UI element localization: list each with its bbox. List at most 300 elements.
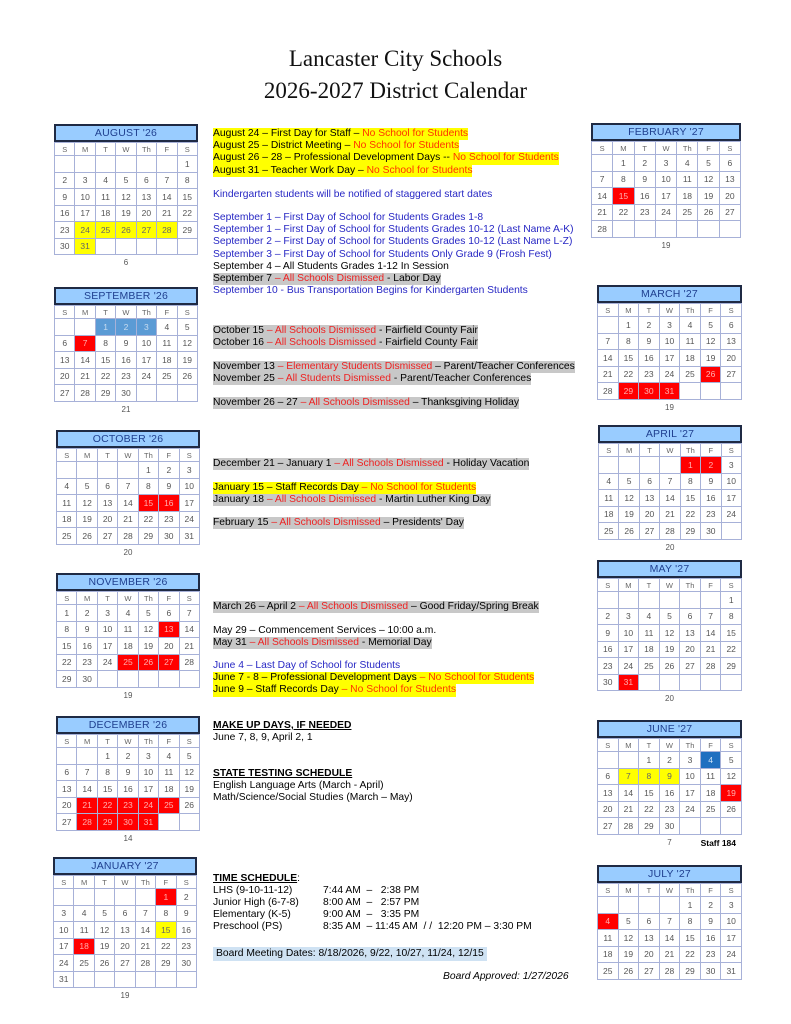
calendar-empty-cell (77, 748, 97, 765)
calendar-day: 14 (592, 188, 613, 205)
calendar-week-row (57, 814, 200, 831)
calendar-day: 13 (97, 495, 117, 512)
calendar-day: 21 (592, 204, 613, 221)
calendar-month-title: JANUARY '27 (53, 857, 197, 875)
calendar-day: 7 (179, 605, 199, 622)
calendar-empty-cell (74, 889, 94, 906)
calendar-day: 4 (700, 752, 721, 769)
calendar-day: 1 (138, 462, 158, 479)
calendar-week-row (55, 189, 198, 206)
calendar-day: 23 (700, 946, 721, 963)
calendar-day: 9 (701, 473, 721, 490)
calendar-day: 31 (721, 963, 742, 980)
calendar-empty-cell (75, 319, 95, 336)
calendar-day: 8 (156, 905, 176, 922)
calendar-week-row (55, 205, 198, 222)
weekday-label: Th (136, 143, 156, 156)
calendar-day: 14 (618, 785, 639, 802)
weekday-label: S (719, 142, 740, 155)
calendar-day: 6 (55, 335, 75, 352)
weekday-label: W (659, 579, 680, 592)
calendar-day: 21 (179, 638, 199, 655)
calendar-day: 15 (177, 189, 197, 206)
calendar-month-title: DECEMBER '26 (56, 716, 200, 734)
calendar-day: 11 (639, 625, 660, 642)
calendar-day: 19 (177, 352, 197, 369)
calendar-empty-cell (135, 889, 155, 906)
calendar-day: 15 (97, 781, 117, 798)
weekday-label: S (599, 444, 619, 457)
weekday-label: S (179, 735, 199, 748)
calendar-day: 10 (75, 189, 95, 206)
calendar-day: 16 (176, 922, 196, 939)
calendar-empty-cell (57, 462, 77, 479)
calendar-empty-cell (619, 457, 639, 474)
calendar-day: 19 (138, 638, 158, 655)
calendar-day: 10 (54, 922, 74, 939)
calendar-empty-cell (177, 238, 197, 255)
calendar-week-row (598, 752, 742, 769)
weekday-label: Th (680, 884, 701, 897)
calendar-day: 5 (116, 172, 136, 189)
calendar-empty-cell (157, 385, 177, 402)
calendar-day: 27 (159, 654, 179, 671)
calendar-week-row (599, 523, 742, 540)
calendar-day: 30 (701, 523, 721, 540)
calendar-day: 26 (721, 801, 742, 818)
calendar-day: 14 (598, 350, 619, 367)
calendar-day: 16 (639, 350, 660, 367)
calendar-day: 4 (680, 317, 701, 334)
weekday-label: M (75, 143, 95, 156)
calendar-day: 13 (719, 171, 740, 188)
calendar-day: 15 (680, 930, 701, 947)
calendar-empty-cell (55, 319, 75, 336)
calendar-week-row (599, 473, 742, 490)
calendar-day: 14 (77, 781, 97, 798)
calendar-week-row (55, 156, 198, 173)
calendar-day: 26 (659, 658, 680, 675)
calendar-empty-cell (115, 971, 135, 988)
note-sep-3: September 3 – First Day of School for Students Only Grade 9 (Frosh Fest) (213, 248, 552, 260)
weekday-label: S (179, 592, 199, 605)
calendar-day: 22 (680, 946, 701, 963)
calendar-week-row (592, 204, 741, 221)
calendar-day: 22 (177, 205, 197, 222)
calendar-day: 2 (700, 897, 721, 914)
calendar-week-row (54, 955, 197, 972)
calendar-empty-cell (698, 221, 719, 238)
calendar-day: 29 (680, 523, 700, 540)
weekday-label: F (700, 739, 721, 752)
calendar-empty-cell (721, 674, 742, 691)
calendar-day: 20 (115, 938, 135, 955)
calendar-week-row (57, 654, 200, 671)
calendar-day: 28 (77, 814, 97, 831)
calendar-day: 19 (94, 938, 114, 955)
calendar-week-row (57, 797, 200, 814)
calendar-day: 1 (618, 317, 639, 334)
calendar-day: 2 (55, 172, 75, 189)
calendar-empty-cell (618, 592, 639, 609)
calendar-day: 18 (74, 938, 94, 955)
calendar-day: 4 (157, 319, 177, 336)
calendar-day: 29 (138, 528, 158, 545)
calendar-week-row (599, 506, 742, 523)
state-testing-math: Math/Science/Social Studies (March – May) (213, 792, 413, 804)
notes-thanksgiving (213, 397, 519, 409)
calendar-week-row (598, 897, 742, 914)
calendar-day: 3 (54, 905, 74, 922)
calendar-week-row (55, 319, 198, 336)
calendar-day: 15 (95, 352, 115, 369)
school-days-count: 21 (121, 404, 131, 414)
calendar-week-row (57, 638, 200, 655)
calendar-day: 12 (618, 930, 639, 947)
calendar-month-title: APRIL '27 (598, 425, 742, 443)
calendar-day: 7 (118, 478, 138, 495)
weekday-label: W (118, 735, 138, 748)
calendar-empty-cell (618, 752, 639, 769)
calendar-day: 22 (57, 654, 77, 671)
note-oct-15: October 15 – All Schools Dismissed - Fairfield County Fair (213, 325, 478, 336)
calendar-day: 16 (118, 781, 138, 798)
calendar-day: 10 (680, 768, 701, 785)
weekday-label: T (639, 739, 660, 752)
calendar-day: 3 (655, 155, 676, 172)
calendar-day: 5 (138, 605, 158, 622)
calendar-day: 27 (598, 818, 619, 835)
calendar-week-row (598, 801, 742, 818)
calendar-day: 22 (680, 506, 700, 523)
weekday-label: W (118, 449, 138, 462)
calendar-week-row (57, 605, 200, 622)
calendar-day: 8 (177, 172, 197, 189)
calendar-day: 17 (721, 930, 742, 947)
calendar-day: 13 (136, 189, 156, 206)
calendar-week-row (598, 930, 742, 947)
weekday-label: S (57, 592, 77, 605)
calendar-day: 6 (115, 905, 135, 922)
calendar-day: 24 (179, 511, 199, 528)
calendar-empty-cell (97, 462, 117, 479)
calendar-day: 27 (57, 814, 77, 831)
calendar-day: 11 (700, 768, 721, 785)
calendar-day: 7 (618, 768, 639, 785)
calendar-empty-cell (721, 818, 742, 835)
calendar-day: 31 (179, 528, 199, 545)
board-approved: Board Approved: 1/27/2026 (443, 971, 569, 982)
calendar-day: 13 (680, 625, 701, 642)
calendar-day: 29 (721, 658, 742, 675)
notes-january (213, 482, 491, 506)
school-days-count: 19 (123, 690, 133, 700)
weekday-label: T (94, 876, 114, 889)
notes-october (213, 325, 478, 349)
calendar-empty-cell (659, 897, 680, 914)
calendar-day: 30 (176, 955, 196, 972)
calendar-day: 12 (94, 922, 114, 939)
calendar-day: 18 (680, 350, 701, 367)
note-kindergarten: Kindergarten students will be notified of staggered start dates (213, 189, 493, 200)
calendar-day: 12 (77, 495, 97, 512)
calendar-day: 9 (77, 621, 97, 638)
makeup-days-text: June 7, 8, 9, April 2, 1 (213, 732, 313, 744)
calendar-empty-cell (138, 671, 158, 688)
calendar-day: 11 (159, 764, 179, 781)
calendar-day: 22 (721, 641, 742, 658)
calendar-day: 7 (77, 764, 97, 781)
calendar-day: 18 (95, 205, 115, 222)
calendar-day: 3 (721, 897, 742, 914)
calendar-day: 17 (179, 495, 199, 512)
calendar-empty-cell (75, 156, 95, 173)
calendar-day: 6 (721, 317, 742, 334)
calendar-day: 15 (156, 922, 176, 939)
calendar-day: 13 (57, 781, 77, 798)
calendar-day: 17 (618, 641, 639, 658)
calendar-empty-cell (135, 971, 155, 988)
calendar-day: 2 (116, 319, 136, 336)
calendar-day: 16 (77, 638, 97, 655)
calendar-week-row (54, 971, 197, 988)
calendar-february (591, 123, 741, 250)
calendar-week-row (598, 625, 742, 642)
page-title: Lancaster City Schools (288, 46, 503, 71)
calendar-empty-cell (655, 221, 676, 238)
calendar-day: 21 (700, 641, 721, 658)
calendar-week-row (598, 592, 742, 609)
calendar-week-row (54, 922, 197, 939)
calendar-week-row (598, 317, 742, 334)
calendar-day: 28 (157, 222, 177, 239)
calendar-day: 29 (680, 963, 701, 980)
calendar-day: 3 (680, 752, 701, 769)
calendar-day: 30 (659, 818, 680, 835)
calendar-month-title: SEPTEMBER '26 (54, 287, 198, 305)
calendar-day: 7 (157, 172, 177, 189)
note-jun-4: June 4 – Last Day of School for Students (213, 660, 401, 671)
calendar-day: 7 (592, 171, 613, 188)
makeup-days (213, 720, 351, 744)
calendar-day: 3 (721, 457, 741, 474)
calendar-day: 9 (118, 764, 138, 781)
calendar-day: 6 (598, 768, 619, 785)
weekday-label: F (700, 884, 721, 897)
calendar-day: 24 (618, 658, 639, 675)
calendar-day: 2 (77, 605, 97, 622)
calendar-day: 13 (639, 490, 659, 507)
calendar-week-row (55, 368, 198, 385)
calendar-day: 1 (721, 592, 742, 609)
calendar-day: 11 (599, 490, 619, 507)
calendar-week-row (57, 495, 200, 512)
calendar-day: 29 (97, 814, 117, 831)
calendar-day: 12 (619, 490, 639, 507)
weekday-label: S (176, 876, 196, 889)
calendar-day: 24 (680, 801, 701, 818)
calendar-week-row (57, 528, 200, 545)
calendar-day: 5 (700, 317, 721, 334)
calendar-day: 28 (700, 658, 721, 675)
calendar-day: 20 (598, 801, 619, 818)
calendar-day: 7 (75, 335, 95, 352)
weekday-label: M (75, 306, 95, 319)
note-jun-7-8: June 7 - 8 – Professional Development Days – No School for Students (213, 672, 535, 684)
weekday-label: F (700, 304, 721, 317)
calendar-month-title: JUNE '27 (597, 720, 742, 738)
calendar-day: 24 (136, 368, 156, 385)
calendar-day: 19 (659, 641, 680, 658)
calendar-day: 18 (700, 785, 721, 802)
calendar-day: 9 (598, 625, 619, 642)
calendar-day: 5 (698, 155, 719, 172)
calendar-week-row (57, 671, 200, 688)
calendar-day: 19 (77, 511, 97, 528)
weekday-label: S (177, 306, 197, 319)
calendar-day: 26 (618, 963, 639, 980)
calendar-day: 31 (75, 238, 95, 255)
notes-august (213, 128, 559, 177)
calendar-day: 1 (639, 752, 660, 769)
calendar-march (597, 285, 742, 412)
calendar-week-row (592, 188, 741, 205)
calendar-day: 22 (138, 511, 158, 528)
calendar-week-row (57, 764, 200, 781)
calendar-month-title: JULY '27 (597, 865, 742, 883)
calendar-day: 19 (698, 188, 719, 205)
weekday-label: Th (135, 876, 155, 889)
calendar-empty-cell (599, 457, 619, 474)
note-aug-26-28: August 26 – 28 – Professional Development Days -- No School for Students (213, 152, 559, 164)
calendar-day: 24 (659, 366, 680, 383)
calendar-week-row (599, 457, 742, 474)
calendar-day: 4 (639, 608, 660, 625)
calendar-day: 6 (639, 913, 660, 930)
calendar-empty-cell (680, 383, 701, 400)
calendar-day: 1 (156, 889, 176, 906)
calendar-day: 18 (118, 638, 138, 655)
calendar-empty-cell (659, 592, 680, 609)
calendar-empty-cell (677, 221, 698, 238)
weekday-label: T (95, 143, 115, 156)
calendar-day: 25 (118, 654, 138, 671)
calendar-empty-cell (700, 818, 721, 835)
note-may-29: May 29 – Commencement Services – 10:00 a.m. (213, 625, 437, 636)
weekday-label: T (639, 444, 659, 457)
calendar-day: 24 (721, 946, 742, 963)
weekday-label: M (77, 592, 97, 605)
calendar-week-row (57, 478, 200, 495)
calendar-day: 20 (55, 368, 75, 385)
weekday-label: Th (138, 735, 158, 748)
calendar-day: 27 (115, 955, 135, 972)
weekday-label: M (613, 142, 634, 155)
calendar-may (597, 560, 742, 703)
calendar-day: 5 (721, 752, 742, 769)
calendar-day: 21 (135, 938, 155, 955)
calendar-day: 22 (613, 204, 634, 221)
calendar-day: 24 (138, 797, 158, 814)
state-testing (213, 768, 413, 805)
calendar-day: 30 (55, 238, 75, 255)
calendar-day: 27 (55, 385, 75, 402)
calendar-april (598, 425, 742, 552)
calendar-day: 10 (97, 621, 117, 638)
calendar-day: 12 (659, 625, 680, 642)
calendar-day: 20 (136, 205, 156, 222)
calendar-day: 19 (179, 781, 199, 798)
calendar-day: 28 (592, 221, 613, 238)
calendar-day: 8 (721, 608, 742, 625)
calendar-day: 17 (75, 205, 95, 222)
calendar-week-row (598, 913, 742, 930)
calendar-day: 18 (159, 781, 179, 798)
calendar-day: 23 (598, 658, 619, 675)
calendar-day: 9 (700, 913, 721, 930)
calendar-day: 23 (634, 204, 655, 221)
calendar-empty-cell (57, 748, 77, 765)
calendar-day: 31 (618, 674, 639, 691)
calendar-day: 5 (94, 905, 114, 922)
weekday-label: M (618, 739, 639, 752)
calendar-day: 24 (655, 204, 676, 221)
note-oct-16: October 16 – All Schools Dismissed - Fairfield County Fair (213, 337, 478, 349)
calendar-day: 23 (118, 797, 138, 814)
calendar-day: 15 (680, 490, 700, 507)
school-days-count: 20 (665, 542, 675, 552)
calendar-empty-cell (680, 818, 701, 835)
calendar-day: 31 (659, 383, 680, 400)
weekday-label: W (659, 739, 680, 752)
calendar-day: 29 (156, 955, 176, 972)
calendar-december (56, 716, 200, 843)
calendar-day: 20 (97, 511, 117, 528)
notes-february (213, 517, 464, 529)
weekday-label: S (598, 739, 619, 752)
calendar-day: 25 (677, 204, 698, 221)
calendar-day: 6 (680, 608, 701, 625)
calendar-empty-cell (157, 156, 177, 173)
weekday-label: S (721, 884, 742, 897)
calendar-day: 23 (701, 506, 721, 523)
calendar-day: 30 (118, 814, 138, 831)
calendar-day: 30 (77, 671, 97, 688)
calendar-week-row (598, 768, 742, 785)
calendar-empty-cell (613, 221, 634, 238)
calendar-week-row (598, 818, 742, 835)
calendar-day: 26 (179, 797, 199, 814)
calendar-day: 28 (75, 385, 95, 402)
weekday-label: S (721, 444, 741, 457)
calendar-day: 4 (74, 905, 94, 922)
school-days-count: 14 (123, 833, 133, 843)
calendar-week-row (598, 946, 742, 963)
calendar-empty-cell (136, 238, 156, 255)
calendar-empty-cell (136, 156, 156, 173)
calendar-day: 7 (659, 913, 680, 930)
weekday-label: Th (680, 444, 700, 457)
weekday-label: S (592, 142, 613, 155)
calendar-empty-cell (177, 385, 197, 402)
calendar-day: 15 (613, 188, 634, 205)
calendar-october (56, 430, 200, 557)
calendar-day: 13 (639, 930, 660, 947)
weekday-label: F (159, 592, 179, 605)
calendar-day: 30 (116, 385, 136, 402)
weekday-label: F (701, 444, 721, 457)
calendar-day: 17 (721, 490, 741, 507)
